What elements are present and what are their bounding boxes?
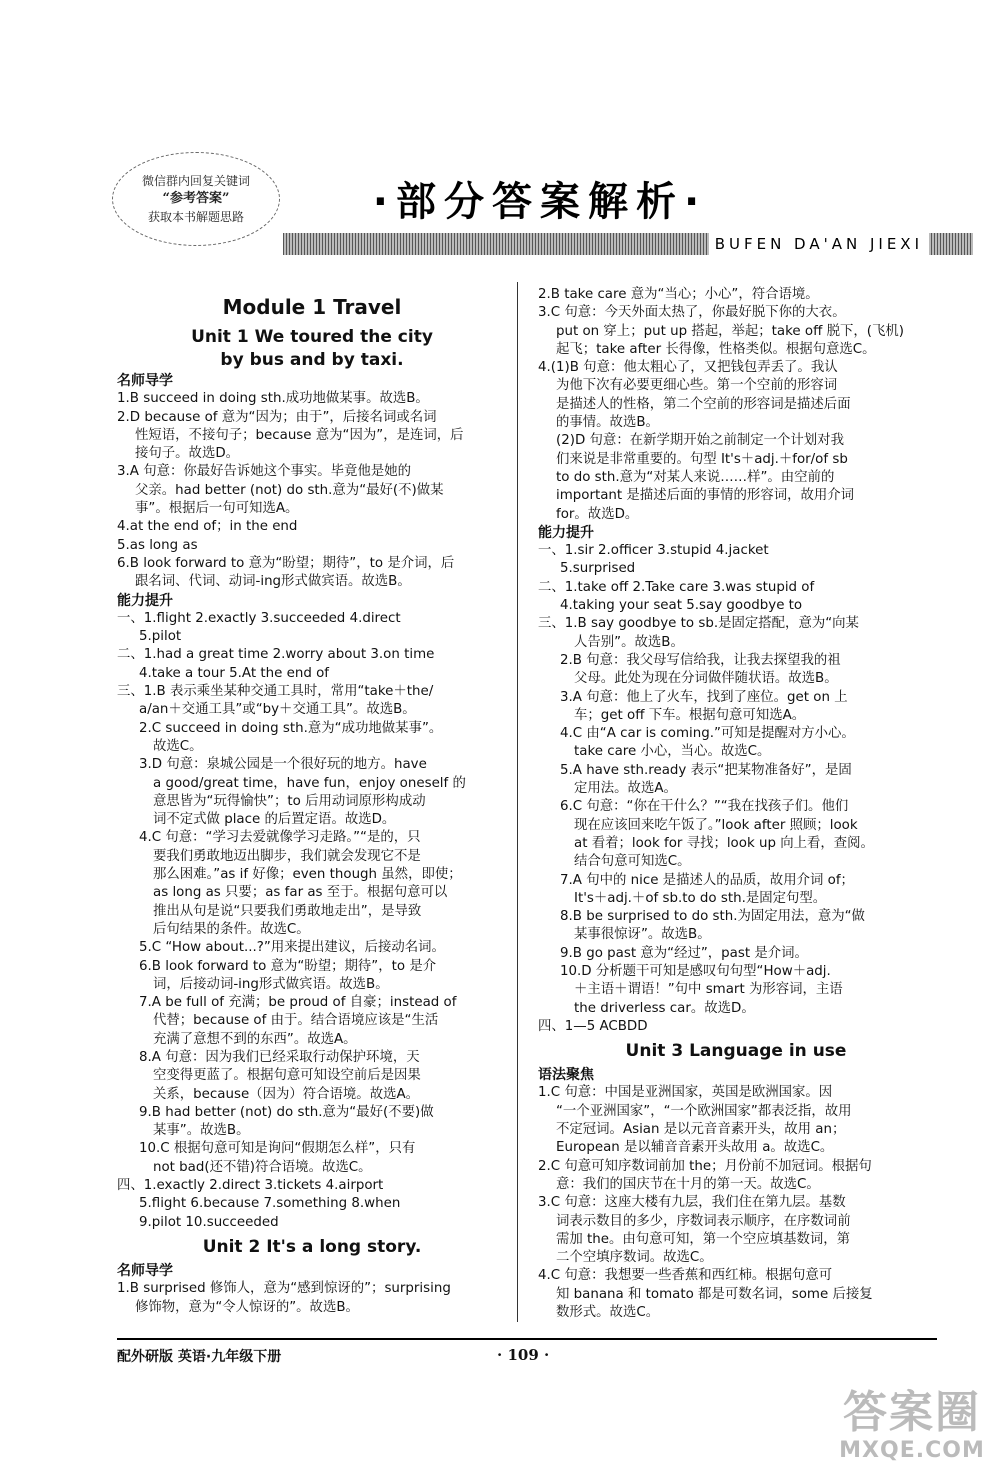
answer-line: the driverless car。故选D。 <box>574 1000 755 1016</box>
answer-line: 推出从句是说“只要我们勇敢地走出”，是导致 <box>153 903 422 919</box>
answer-line: 1.C 句意：中国是亚洲国家，英国是欧洲国家。因 <box>538 1085 833 1101</box>
watermark-logo-text: 答案圈 <box>843 1387 981 1438</box>
answer-line: “一个亚洲国家”，“一个欧洲国家”都表泛指，故用 <box>556 1103 852 1119</box>
answer-line: 是描述人的性格，第二个空前的形容词是描述后面 <box>556 396 851 412</box>
answer-line: 1.B succeed in doing sth.成功地做某事。故选B。 <box>117 391 429 407</box>
answer-line: 9.B had better (not) do sth.意为“最好(不要)做 <box>139 1104 434 1120</box>
answer-line: 修饰物，意为“令人惊讶的”。故选B。 <box>135 1299 359 1315</box>
stamp-line-2: “参考答案” <box>162 191 230 206</box>
answer-line: 结合句意可知选C。 <box>574 854 691 870</box>
answer-line: 现在应该回来吃午饭了。”look after 照顾；look <box>574 817 858 833</box>
answer-line: 故选C。 <box>153 738 203 754</box>
answer-line: 词表示数目的多少，序数词表示顺序，在序数词前 <box>556 1213 851 1229</box>
site-watermark <box>832 1378 992 1474</box>
answer-line: 8.B be surprised to do sth.为固定用法，意为“做 <box>560 909 865 925</box>
answer-line: 3.A 句意：你最好告诉她这个事实。毕竟他是她的 <box>117 464 412 480</box>
answer-line: 为他下次有必要更细心些。第一个空前的形容词 <box>556 378 838 394</box>
answer-line: take care 小心，当心。故选C。 <box>574 744 771 760</box>
page-number: · 109 · <box>497 1346 550 1364</box>
answer-line: 7.A 句中的 nice 是描述人的品质，故用介词 of； <box>560 872 854 888</box>
answer-line: 3.C 句意：今天外面太热了，你最好脱下你的大衣。 <box>538 305 846 321</box>
answer-line: 起飞；take after 长得像，性格类似。根据句意选C。 <box>556 341 876 357</box>
answer-line: 二个空填序数词。故选C。 <box>556 1250 713 1266</box>
unit-heading: Module 1 Travel <box>222 295 402 319</box>
answer-line: 三、1.B 表示乘坐某种交通工具时，常用“take＋the/ <box>117 684 434 700</box>
answer-line: 车；get off 下车。根据句意可知选A。 <box>574 707 806 723</box>
answer-line: 10.D 分析题干可知是感叹句句型“How＋adj. <box>560 963 831 979</box>
answer-line: 6.B look forward to 意为“盼望；期待”，to 是介 <box>139 958 437 974</box>
answer-line: 性短语，不接句子；because 意为“因为”，是连词，后 <box>135 427 464 443</box>
answer-line: ＋主语＋谓语！”句中 smart 为形容词，主语 <box>574 982 843 998</box>
answer-line: 2.C succeed in doing sth.意为“成功地做某事”。 <box>139 720 443 736</box>
answer-line: 4.at the end of；in the end <box>117 519 298 535</box>
answer-line: 四、1—5 ACBDD <box>538 1018 648 1034</box>
answer-line: 4.take a tour 5.At the end of <box>139 665 329 681</box>
unit-heading: Unit 3 Language in use <box>625 1041 847 1062</box>
answer-line: 二、1.had a great time 2.worry about 3.on time <box>117 647 435 663</box>
answer-line: 父母。此处为现在分词做伴随状语。故选B。 <box>574 671 838 687</box>
left-column <box>117 284 507 1324</box>
answer-line: 关系，because（因为）符合语境。故选A。 <box>153 1086 420 1102</box>
answer-line: 后句结果的条件。故选C。 <box>153 921 310 937</box>
title-rule-bar <box>283 233 973 255</box>
answer-line: 5.pilot <box>139 629 182 645</box>
answer-line: 知 banana 和 tomato 都是可数名词，some 后接复 <box>556 1286 873 1302</box>
answer-line: 3.D 句意：泉城公园是一个很好玩的地方。have <box>139 757 427 773</box>
answer-line: 4.taking your seat 5.say goodbye to <box>560 598 803 614</box>
answer-line: at 看着；look for 寻找；look up 向上看，查阅。 <box>574 835 874 851</box>
right-column <box>538 286 934 1326</box>
answer-line: to do sth.意为“对某人来说……样”。由空前的 <box>556 469 835 485</box>
answer-line: put on 穿上；put up 搭起，举起；take off 脱下，(飞机) <box>556 323 904 339</box>
answer-line: 事”。根据后一句可知选A。 <box>135 501 299 517</box>
answer-line: 一、1.sir 2.officer 3.stupid 4.jacket <box>538 543 769 559</box>
answer-line: 5.A have sth.ready 表示“把某物准备好”，是固 <box>560 762 852 778</box>
answer-line: 3.C 句意：这座大楼有九层，我们住在第九层。基数 <box>538 1195 846 1211</box>
answer-line: 2.D because of 意为“因为；由于”，后接名词或名词 <box>117 409 437 425</box>
answer-line: 2.B take care 意为“当心；小心”，符合语境。 <box>538 287 819 302</box>
stamp-line-3: 获取本书解题思路 <box>147 210 244 224</box>
answer-line: 充满了意想不到的东西”。故选A。 <box>153 1031 357 1047</box>
answer-line: 一、1.flight 2.exactly 3.succeeded 4.direct <box>117 610 401 626</box>
answer-line: 父亲。had better (not) do sth.意为“最好(不)做某 <box>135 482 444 498</box>
page-subtitle: BUFEN DA'AN JIEXI <box>709 233 929 255</box>
answer-line: important 是描述后面的事情的形容词，故用介词 <box>556 488 855 504</box>
answer-line: 7.A be full of 充满；be proud of 自豪；instead of <box>139 995 457 1011</box>
answer-line: 6.C 句意：“你在干什么？”“我在找孩子们。他们 <box>560 799 849 815</box>
answer-line: 3.A 句意：他上了火车，找到了座位。get on 上 <box>560 689 848 705</box>
page-footer <box>117 1338 937 1368</box>
answer-line: as long as 只要；as far as 至于。根据句意可以 <box>153 885 448 901</box>
answer-line: 某事”。故选B。 <box>153 1123 250 1139</box>
answer-line: 空变得更蓝了。根据句意可知设空前后是因果 <box>153 1068 421 1084</box>
answer-line: 三、1.B say goodbye to sb.是固定搭配，意为“向某 <box>538 616 859 632</box>
answer-line: (2)D 句意：在新学期开始之前制定一个计划对我 <box>556 433 844 449</box>
unit-heading: Unit 1 We toured the city <box>191 327 433 347</box>
answer-line: 8.A 句意：因为我们已经采取行动保护环境，天 <box>139 1049 420 1065</box>
page-title: ·部分答案解析· <box>372 179 708 225</box>
answer-line: 词，后接动词-ing形式做宾语。故选B。 <box>153 976 389 992</box>
answer-line: 2.B 句意：我父母写信给我，让我去探望我的祖 <box>560 652 841 668</box>
answer-line: 的事情。故选B。 <box>556 415 659 431</box>
unit-heading: by bus and by taxi. <box>220 350 404 370</box>
answer-line: for。故选D。 <box>556 506 639 522</box>
answer-line: 5.as long as <box>117 537 198 553</box>
answer-line: 们来说是非常重要的。句型 It's＋adj.＋for/of sb <box>556 451 848 467</box>
answer-line: It's＋adj.＋of sb.to do sth.是固定句型。 <box>574 890 827 906</box>
answer-line: 2.C 句意可知序数词前加 the；月份前不加冠词。根据句 <box>538 1158 872 1174</box>
answer-line: 4.(1)B 句意：他太粗心了，又把钱包弄丢了。我认 <box>538 360 838 376</box>
answer-line: 数形式。故选C。 <box>556 1305 660 1321</box>
answer-line: a good/great time，have fun，enjoy oneself 的 <box>153 775 466 791</box>
answer-line: 人告别”。故选B。 <box>574 634 684 650</box>
watermark-domain: MXQE.COM <box>839 1438 985 1463</box>
answer-line: 跟名词、代词、动词-ing形式做宾语。故选B。 <box>135 574 411 590</box>
answer-line: 定用法。故选A。 <box>574 781 677 797</box>
answer-line: a/an＋交通工具”或“by＋交通工具”。故选B。 <box>139 702 416 718</box>
answer-line: 词不定式做 place 的后置定语。故选D。 <box>153 812 396 828</box>
answer-line: 不定冠词。Asian 是以元音音素开头，故用 an； <box>556 1122 846 1138</box>
answer-line: 意：我们的国庆节在十月的第一天。故选C。 <box>556 1176 820 1192</box>
answer-line: 10.C 根据句意可知是询问“假期怎么样”，只有 <box>139 1141 416 1157</box>
answer-line: 4.C 句意：我想要一些香蕉和西红柿。根据句意可 <box>538 1268 833 1284</box>
answer-line: 接句子。故选D。 <box>135 446 240 462</box>
book-info: 配外研版 英语·九年级下册 <box>117 1349 282 1365</box>
section-heading: 名师导学 <box>117 373 173 389</box>
answer-line: 5.flight 6.because 7.something 8.when <box>139 1196 401 1212</box>
answer-line: 9.B go past 意为“经过”，past 是介词。 <box>560 945 808 961</box>
answer-line: not bad(还不错)符合语境。故选C。 <box>153 1159 372 1175</box>
answer-line: 4.C 由“A car is coming.”可知是提醒对方小心。 <box>560 726 855 742</box>
answer-line: 代替；because of 由于。结合语境应该是“生活 <box>153 1013 439 1029</box>
answer-line: 那么困难。”as if 好像；even though 虽然，即使； <box>153 867 462 883</box>
answer-line: 4.C 句意：“学习去爱就像学习走路。”“是的，只 <box>139 830 421 846</box>
answer-line: 6.B look forward to 意为“盼望；期待”，to 是介词，后 <box>117 555 455 571</box>
answer-line: 二、1.take off 2.Take care 3.was stupid of <box>538 579 815 595</box>
answer-line: 5.surprised <box>560 561 636 577</box>
section-heading: 名师导学 <box>117 1262 173 1279</box>
answer-line: 9.pilot 10.succeeded <box>139 1214 279 1230</box>
answer-line: 四、1.exactly 2.direct 3.tickets 4.airport <box>117 1178 384 1194</box>
answer-line: 1.B surprised 修饰人，意为“感到惊讶的”；surprising <box>117 1281 451 1297</box>
answer-line: 5.C “How about...?”用来提出建议，后接动名词。 <box>139 940 445 956</box>
answer-line: 要我们勇敢地迈出脚步，我们就会发现它不是 <box>153 848 421 864</box>
answer-line: European 是以辅音音素开头故用 a。故选C。 <box>556 1140 834 1156</box>
section-heading: 语法聚焦 <box>538 1067 594 1084</box>
stamp-line-1: 微信群内回复关键词 <box>141 174 250 188</box>
section-heading: 能力提升 <box>117 592 173 609</box>
answer-line: 某事很惊讶”。故选B。 <box>574 927 711 943</box>
answer-line: 意思皆为“玩得愉快”；to 后用动词原形构成动 <box>153 793 426 809</box>
answer-line: 需加 the。由句意可知，第一个空应填基数词，第 <box>556 1231 851 1247</box>
section-heading: 能力提升 <box>538 524 594 541</box>
unit-heading: Unit 2 It's a long story. <box>202 1236 422 1257</box>
wechat-stamp <box>112 152 280 246</box>
column-divider <box>517 282 518 1322</box>
